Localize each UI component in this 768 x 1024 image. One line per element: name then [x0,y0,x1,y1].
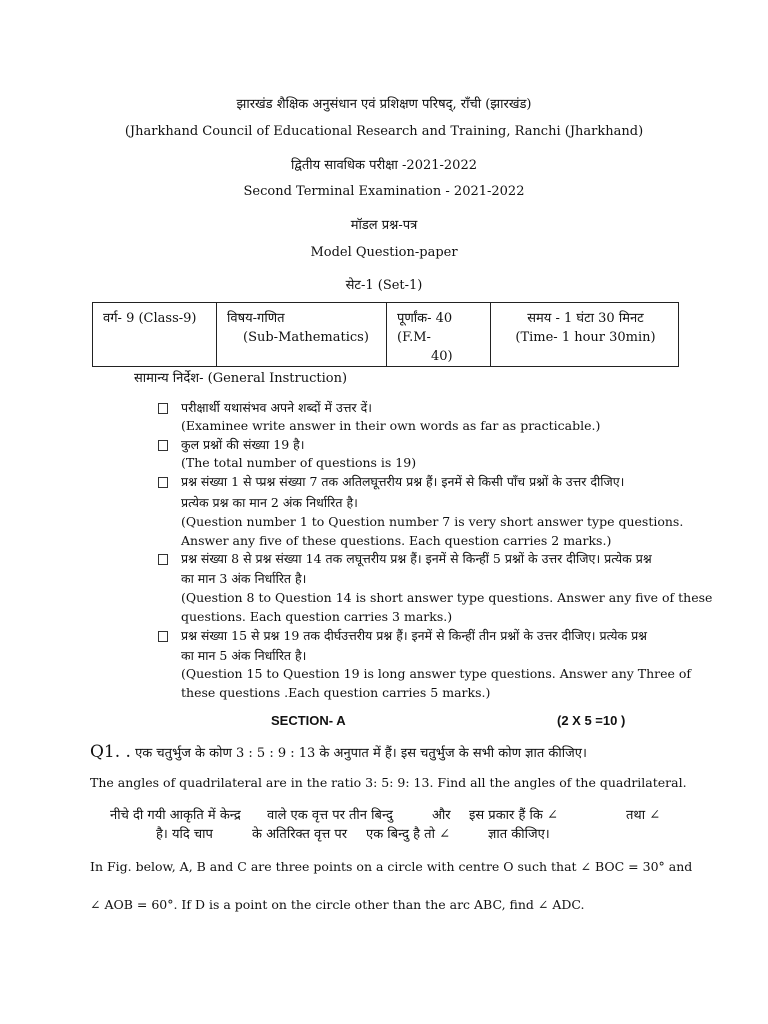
exam-info-table [92,302,679,367]
question-2-hindi-part: वाले एक वृत्त पर तीन बिन्दु [267,808,393,823]
question-2-hindi-part: ज्ञात कीजिए। [488,827,550,842]
bullet-icon [158,440,168,451]
class-cell [93,303,217,367]
exam-title-hindi: द्वितीय सावधिक परीक्षा -2021-2022 [291,158,477,173]
instruction-line: कुल प्रश्नों की संख्या 19 है। [181,437,305,452]
council-name-hindi: झारखंड शैक्षिक अनुसंधान एवं प्रशिक्षण परिषद्, राँची (झारखंड) [236,97,532,112]
instruction-line: का मान 5 अंक निर्धारित है। [181,648,307,663]
instruction-line: these questions .Each question carries 5 marks.) [181,685,491,700]
time-cell [491,303,679,367]
question-2-hindi-part: तथा ∠ [626,808,661,823]
instruction-line: (Question 8 to Question 14 is short answer type questions. Answer any five of these [181,590,713,605]
time-hindi: समय - 1 घंटा 30 मिनट [527,311,644,326]
subject-cell [217,303,387,367]
question-2-english-line-2: ∠ AOB = 60°. If D is a point on the circle other than the arc ABC, find ∠ ADC. [90,897,585,912]
question-2-hindi-part: एक बिन्दु है तो ∠ [366,827,450,842]
question-2-hindi-part: के अतिरिक्त वृत्त पर [252,827,348,842]
question-2-hindi-part: और [432,808,451,823]
marks-line-2: 40) [431,349,453,364]
section-marks: (2 X 5 =10 ) [557,713,626,728]
marks-line-1: पूर्णांक- 40 (F.M- [397,311,453,345]
instruction-line: परीक्षार्थी यथासंभव अपने शब्दों में उत्तर दें। [181,400,372,415]
instruction-line: प्रश्न संख्या 8 से प्रश्न संख्या 14 तक लघूत्तरीय प्रश्न हैं। इनमें से किन्हीं 5 प्रश्नों के उत्तर दीजिए। प्रत्येक प्रश्न [181,551,652,566]
instruction-line: questions. Each question carries 3 marks.) [181,609,453,624]
instruction-line: का मान 3 अंक निर्धारित है। [181,571,307,586]
instruction-line: (Question 15 to Question 19 is long answer type questions. Answer any Three of [181,666,692,681]
instruction-line: प्रश्न संख्या 15 से प्रश्न 19 तक दीर्घउत्तरीय प्रश्न हैं। इनमें से किन्हीं तीन प्रश्नों के उत्तर दीजिए। प्रत्येक प्रश्न [181,628,648,643]
council-name-english: (Jharkhand Council of Educational Research and Training, Ranchi (Jharkhand) [124,124,644,139]
section-title: SECTION- A [271,713,346,728]
question-2-english-line-1: In Fig. below, A, B and C are three points on a circle with centre O such that ∠ BOC = 30° and [90,859,693,874]
question-2-hindi-part: इस प्रकार हैं कि ∠ [469,808,558,823]
time-english: (Time- 1 hour 30min) [515,330,656,345]
question-1-english: The angles of quadrilateral are in the ratio 3: 5: 9: 13. Find all the angles of the quadrilateral. [90,775,687,790]
instruction-line: प्रत्येक प्रश्न का मान 2 अंक निर्धारित है। [181,495,358,510]
question-1-hindi: एक चतुर्भुज के कोण 3 : 5 : 9 : 13 के अनुपात में हैं। इस चतुर्भुज के सभी कोण ज्ञात कीजिए। [135,746,587,761]
paper-title-hindi: मॉडल प्रश्न-पत्र [350,218,418,233]
set-number: सेट-1 (Set-1) [345,278,423,293]
instruction-line: (The total number of questions is 19) [181,455,417,470]
bullet-icon [158,554,168,565]
subject-english: (Sub-Mathematics) [243,330,369,345]
bullet-icon [158,631,168,642]
instruction-line: (Examinee write answer in their own words as far as practicable.) [181,418,601,433]
question-2-hindi-part: नीचे दी गयी आकृति में केन्द्र [110,808,241,823]
instruction-line: Answer any five of these questions. Each question carries 2 marks.) [181,533,612,548]
question-2-hindi-part: है। यदि चाप [156,827,213,842]
question-number: Q1. . [90,742,131,762]
exam-title-english: Second Terminal Examination - 2021-2022 [243,184,525,199]
bullet-icon [158,403,168,414]
instruction-line: प्रश्न संख्या 1 से प्प्रश्न संख्या 7 तक अतिलघूत्तरीय प्रश्न हैं। इनमें से किसी पाँच प्रश्नों के उत्तर दीजिए। [181,474,625,489]
question-1 [90,742,587,762]
instructions-heading: सामान्य निर्देश- (General Instruction) [134,371,348,386]
instruction-line: (Question number 1 to Question number 7 is very short answer type questions. [181,514,684,529]
bullet-icon [158,477,168,488]
paper-title-english: Model Question-paper [310,245,458,260]
marks-cell [387,303,491,367]
subject-hindi: विषय-गणित [227,311,285,326]
class-label: वर्ग- 9 (Class-9) [103,311,197,326]
